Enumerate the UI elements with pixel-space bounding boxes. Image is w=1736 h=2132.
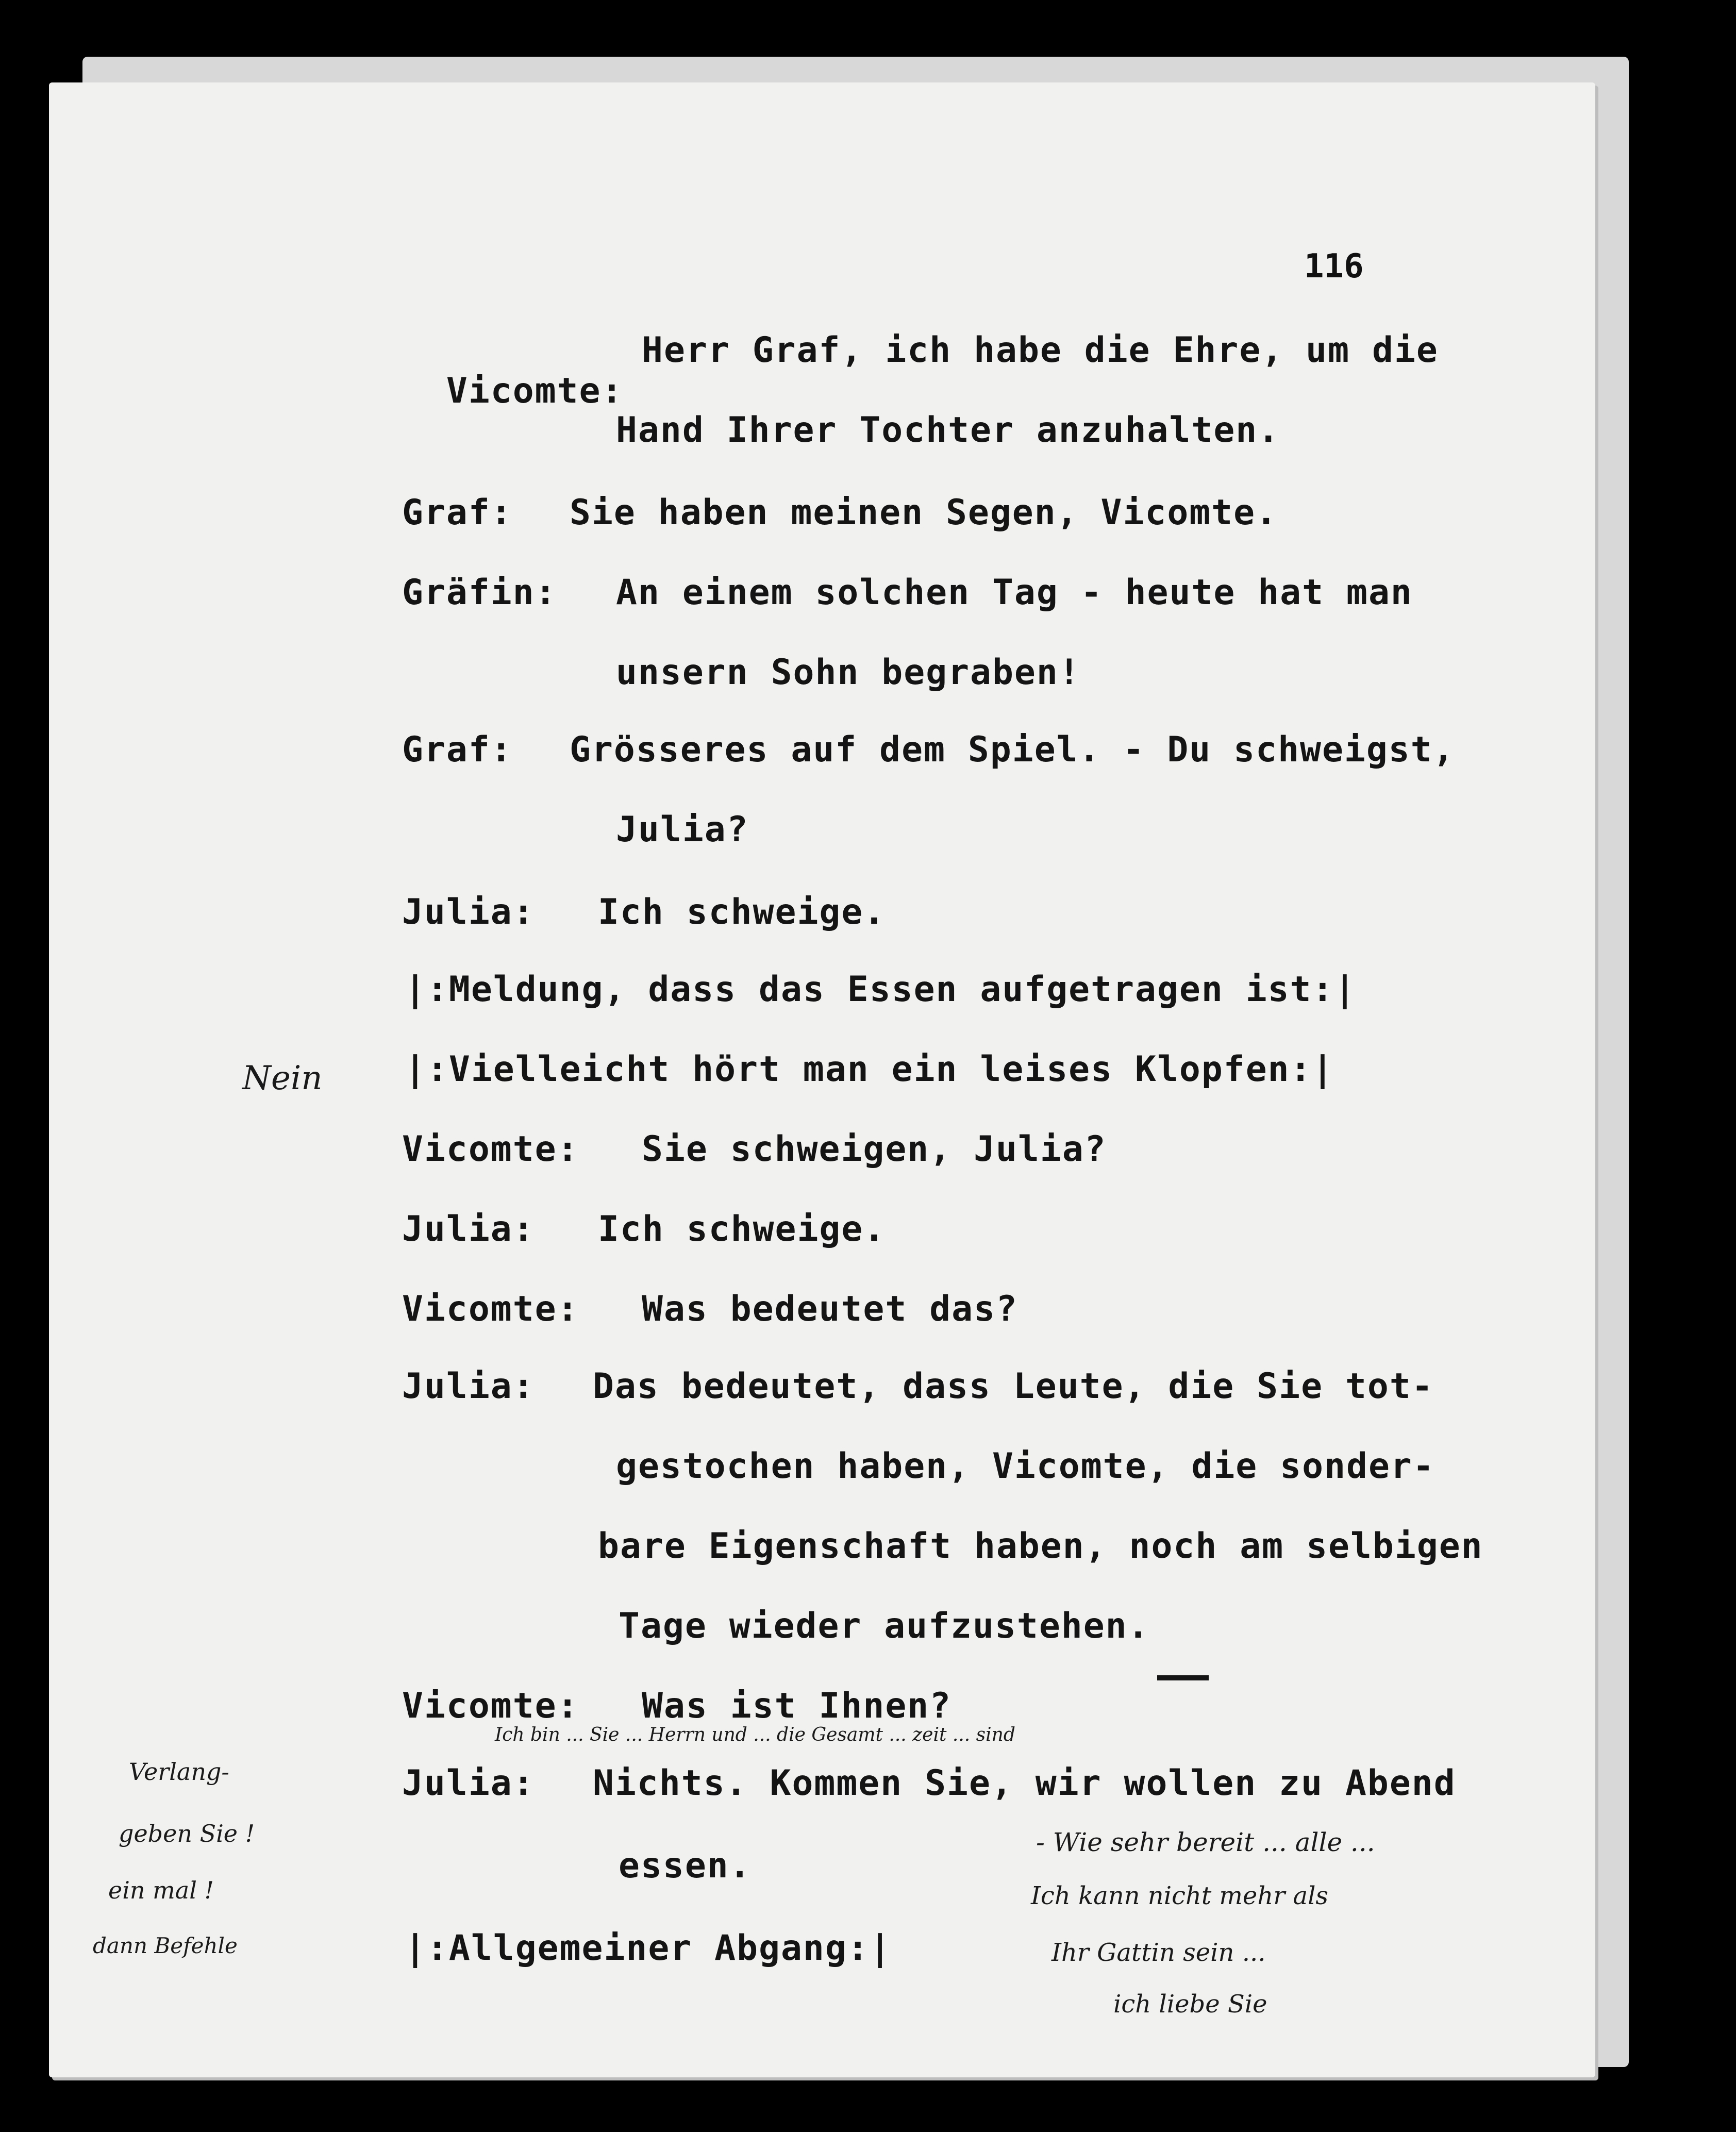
line-text: gestochen haben, Vicomte, die sonder- [616,1446,1435,1487]
line-text: Ich schweige. [598,1209,886,1250]
line-text: Sie schweigen, Julia? [642,1129,1107,1170]
handwritten-bottom-note: ich liebe Sie [1113,1990,1267,2019]
line-text: Sie haben meinen Segen, Vicomte. [570,492,1278,533]
ink-dash-mark [1157,1675,1209,1680]
handwritten-bottom-note: Ihr Gattin sein ... [1051,1938,1266,1967]
speaker-label: Vicomte: [402,1289,579,1329]
line-speaker-vicomte-1 [402,330,623,411]
speaker-label: Gräfin: [402,572,557,613]
speaker-label: Vicomte: [402,1686,579,1726]
handwritten-margin-note: dann Befehle [93,1933,238,1958]
line-text: Hand Ihrer Tochter anzuhalten. [616,410,1280,451]
speaker-label: Vicomte: [402,1129,579,1170]
handwritten-margin-note: Verlang- [129,1758,229,1786]
speaker-label: Vicomte: [446,371,624,411]
speaker-label: Julia: [402,1366,535,1407]
line-text: Was ist Ihnen? [642,1686,952,1726]
line-text: Grösseres auf dem Spiel. - Du schweigst, [570,729,1455,770]
handwritten-margin-note: geben Sie ! [119,1820,255,1847]
speaker-label: Graf: [402,492,513,533]
handwritten-bottom-note: Ich kann nicht mehr als [1031,1881,1329,1910]
line-text: Tage wieder aufzustehen. [619,1606,1150,1646]
speaker-label: Julia: [402,1209,535,1250]
line-text: Was bedeutet das? [642,1289,1018,1329]
page-number: 116 [1304,247,1364,286]
handwritten-interlinear-note: Ich bin ... Sie ... Herrn und ... die Gesamt ... zeit ... sind [495,1724,1015,1745]
line-text: Das bedeutet, dass Leute, die Sie tot- [593,1366,1434,1407]
line-text: Nichts. Kommen Sie, wir wollen zu Abend [593,1763,1456,1804]
line-text: Ich schweige. [598,892,886,932]
stage-direction: |:Meldung, dass das Essen aufgetragen ist:| [405,969,1357,1010]
line-text: unsern Sohn begraben! [616,652,1081,693]
handwritten-margin-note: Nein [242,1059,323,1097]
handwritten-bottom-note: - Wie sehr bereit ... alle ... [1036,1827,1375,1857]
line-text: essen. [619,1845,752,1886]
line-text: Herr Graf, ich habe die Ehre, um die [642,330,1439,371]
handwritten-margin-note: ein mal ! [108,1876,214,1904]
stage-direction: |:Vielleicht hört man ein leises Klopfen:| [405,1049,1334,1090]
line-text: bare Eigenschaft haben, noch am selbigen [598,1526,1483,1567]
speaker-label: Julia: [402,892,535,932]
line-text: Julia? [616,809,749,850]
line-text: An einem solchen Tag - heute hat man [616,572,1413,613]
speaker-label: Julia: [402,1763,535,1804]
speaker-label: Graf: [402,729,513,770]
stage-direction: |:Allgemeiner Abgang:| [405,1928,892,1969]
